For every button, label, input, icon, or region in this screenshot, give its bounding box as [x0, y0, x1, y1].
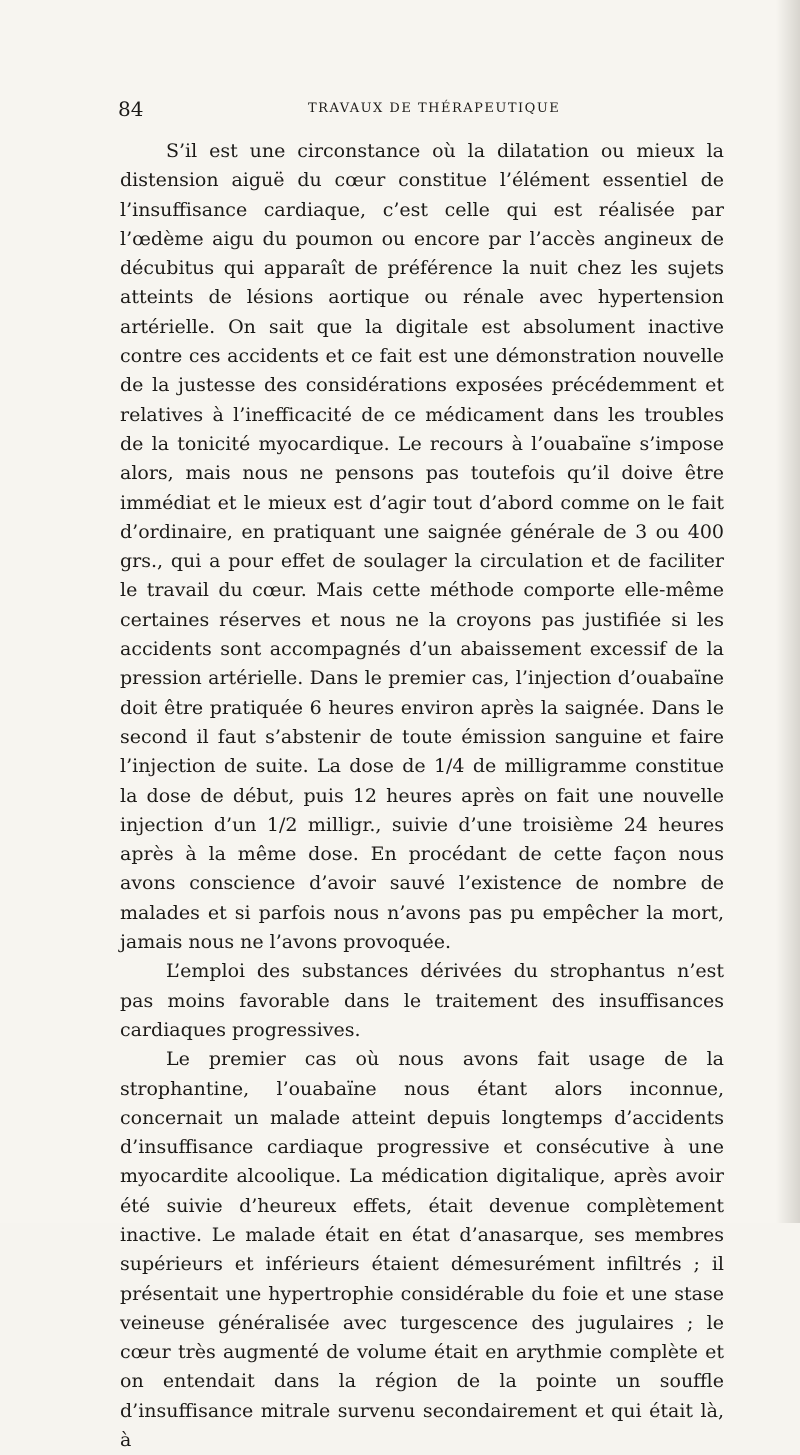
- paragraph: L’emploi des substances dérivées du strophantus n’est pas moins favorable dans le traitement des insuffisances cardiaques progressives.: [120, 960, 724, 1041]
- page-header: [118, 97, 738, 127]
- paragraph: S’il est une circonstance où la dilatation ou mieux la distension aiguë du cœur constitue l’élément essentiel de l’insuffisance cardiaque, c’est celle qui est réalisée par l’œdème aigu du poumon ou encore par l’accès angineux de décubitus qui apparaît de préférence la nuit chez les sujets atteints de lésions aortique ou rénale avec hypertension artérielle. On sait que la digitale est absolument inactive contre ces accidents et ce fait est une démonstration nouvelle de la justesse des considérations exposées précédemment et relatives à l’inefficacité de ce médicament dans les troubles de la tonicité myocardique. Le recours à l’ouabaïne s’impose alors, mais nous ne pensons pas toutefois qu’il doive être immédiat et le mieux est d’agir tout d’abord comme on le fait d’ordinaire, en pratiquant une saignée générale de 3 ou 400 grs., qui a pour effet de soulager la circulation et de faciliter le travail du cœur. Mais cette méthode comporte elle-même certaines réserves et nous ne la croyons pas justifiée si les accidents sont accompagnés d’un abaissement excessif de la pression artérielle. Dans le premier cas, l’injection d’ouabaïne doit être pratiquée 6 heures environ après la saignée. Dans le second il faut s’abstenir de toute émission sanguine et faire l’injection de suite. La dose de 1/4 de milligramme constitue la dose de début, puis 12 heures après on fait une nouvelle injection d’un 1/2 milligr., suivie d’une troisième 24 heures après à la même dose. En procédant de cette façon nous avons conscience d’avoir sauvé l’existence de nombre de malades et si parfois nous n’avons pas pu empêcher la mort, jamais nous ne l’avons provoquée.: [120, 140, 724, 954]
- running-title: TRAVAUX DE THÉRAPEUTIQUE: [308, 101, 561, 116]
- page-number: 84: [118, 97, 144, 121]
- paragraph: Le premier cas où nous avons fait usage de la strophantine, l’ouabaïne nous étant alors inconnue, concernait un malade atteint depuis longtemps d’accidents d’insuffisance cardiaque progressive et consécutive à une myocardite alcoolique. La médication digitalique, après avoir été suivie d’heureux effets, était devenue complètement inactive. Le malade était en état d’anasarque, ses membres supérieurs et inférieurs étaient démesurément infiltrés ; il présentait une hypertrophie considérable du foie et une stase veineuse généralisée avec turgescence des jugulaires ; le cœur très augmenté de volume était en arythmie complète et on entendait dans la région de la pointe un souffle d’insuffisance mitrale survenu secondairement et qui était là, à: [120, 1048, 724, 1452]
- body-text: [120, 137, 724, 1455]
- page-edge-shadow: [776, 0, 800, 1223]
